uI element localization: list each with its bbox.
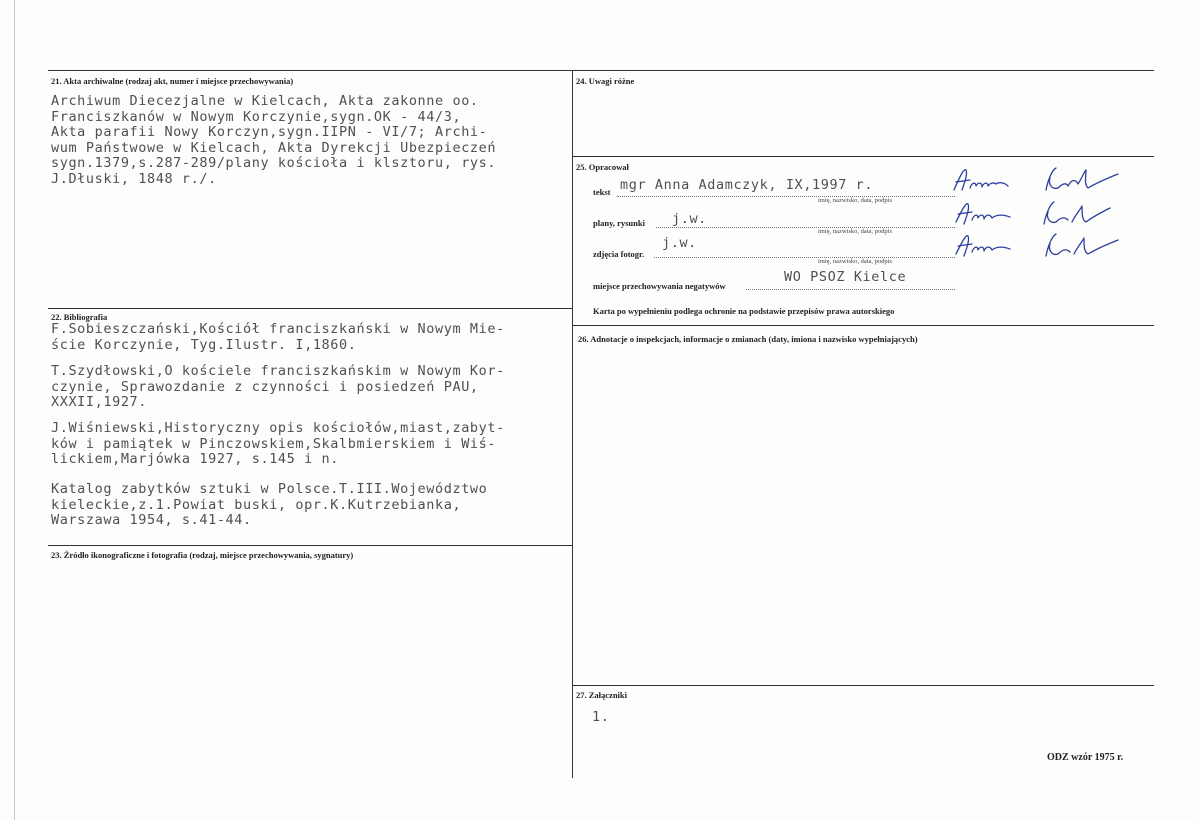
- attachments-value: 1.: [592, 709, 610, 725]
- negatives-storage-label: miejsce przechowywania negatywów: [593, 281, 726, 291]
- center-divider: [572, 70, 573, 778]
- negatives-storage-value: WO PSOZ Kielce: [784, 269, 907, 285]
- negatives-dotted-line: [746, 289, 955, 290]
- tekst-caption: imię, nazwisko, data, podpis: [818, 197, 893, 204]
- tekst-dotted-line: [617, 196, 955, 197]
- tekst-label: tekst: [593, 187, 611, 197]
- copyright-note: Karta po wypełnieniu podlega ochronie na podstawie przepisów prawa autorskiego: [593, 306, 895, 316]
- bibliography-entry: J.Wiśniewski,Historyczny opis kościołów,miast,zabyt- ków i pamiątek w Pinczowskiem,Skalbmierskiem i Wiś- lickiem,Marjówka 1927, s.145 i n.: [51, 420, 505, 467]
- zdjecia-dotted-line: [654, 257, 955, 258]
- section-27-label: 27. Załączniki: [576, 690, 628, 700]
- plany-caption: imię, nazwisko, data, podpis: [818, 228, 893, 235]
- divider-26-27: [572, 685, 1154, 686]
- form-template-label: ODZ wzór 1975 r.: [1047, 752, 1124, 763]
- divider-24-25: [572, 156, 1154, 157]
- section-22-label: 22. Bibliografia: [51, 312, 108, 322]
- divider-22-23: [48, 545, 572, 546]
- section-21-text: Archiwum Diecezjalne w Kielcach, Akta zakonne oo. Franciszkanów w Nowym Korczynie,sygn.OK - 44/3, Akta parafii Nowy Korczyn,sygn.IIPN - VI/7; Archi- wum Państwowe w Kielcach, Akta Dyrekcji Ubezpieczeń sygn.1379,s.287-289/plany kościoła i klsztoru, rys. J.Dłuski, 1848 r./.: [51, 93, 497, 187]
- zdjecia-label: zdjęcia fotogr.: [593, 249, 645, 259]
- section-25-label: 25. Opracował: [576, 162, 629, 172]
- divider-25-26: [572, 325, 1154, 326]
- bibliography-entry: F.Sobieszczański,Kościół franciszkański w Nowym Mie- ście Korczynie, Tyg.Ilustr. I,1860.: [51, 321, 505, 353]
- section-21-label: 21. Akta archiwalne (rodzaj akt, numer i miejsce przechowywania): [51, 76, 294, 86]
- bibliography-entry: Katalog zabytków sztuki w Polsce.T.III.Województwo kieleckie,z.1.Powiat buski, opr.K.Kutrzebianka, Warszawa 1954, s.41-44.: [51, 481, 488, 528]
- top-border-line: [48, 70, 1154, 71]
- plany-value: j.w.: [672, 211, 707, 227]
- divider-21-22: [48, 308, 572, 309]
- bibliography-entry: T.Szydłowski,O kościele franciszkańskim w Nowym Kor- czynie, Sprawozdanie z czynności i posiedzeń PAU, XXXII,1927.: [51, 363, 505, 410]
- zdjecia-caption: imię, nazwisko, data, podpis: [818, 258, 893, 265]
- plany-label: plany, rysunki: [593, 218, 645, 228]
- zdjecia-value: j.w.: [662, 235, 697, 251]
- handwritten-signature: [948, 162, 1128, 262]
- tekst-value: mgr Anna Adamczyk, IX,1997 r.: [620, 177, 874, 193]
- section-26-label: 26. Adnotacje o inspekcjach, informacje o zmianach (daty, imiona i nazwisko wypełniających): [578, 334, 918, 344]
- page-edge: [14, 0, 15, 820]
- section-23-label: 23. Źródło ikonograficzne i fotografia (rodzaj, miejsce przechowywania, sygnatury): [51, 550, 354, 560]
- section-24-label: 24. Uwagi różne: [576, 76, 635, 86]
